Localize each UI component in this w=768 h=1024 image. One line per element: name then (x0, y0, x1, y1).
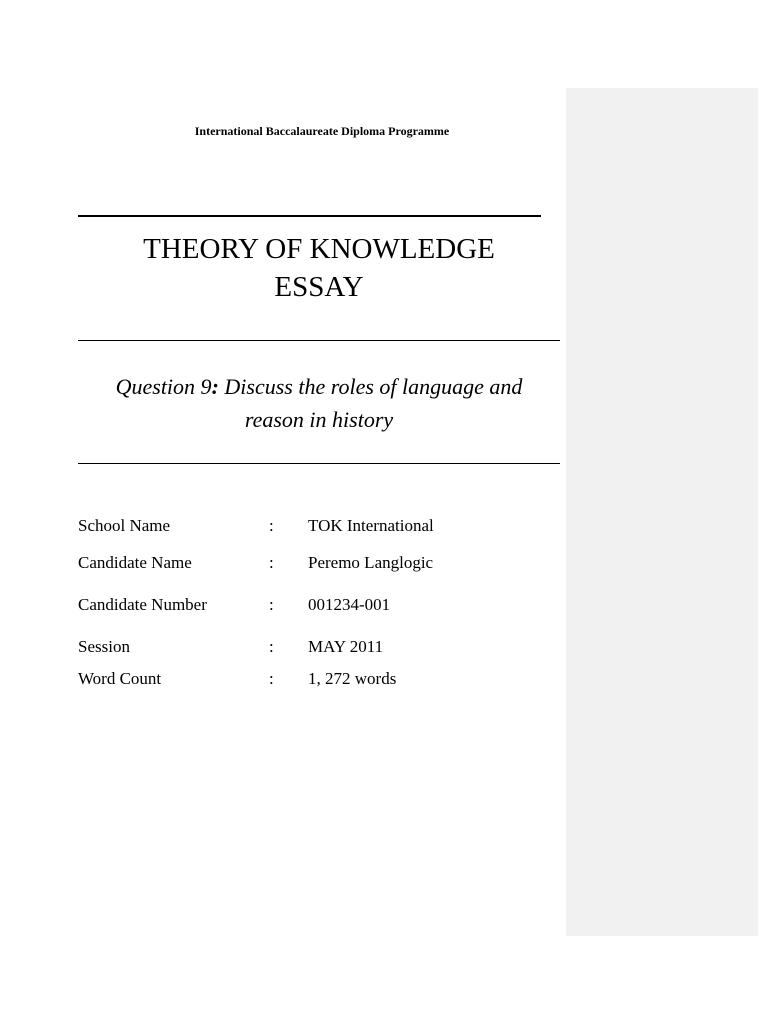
info-separator: : (269, 595, 274, 614)
info-separator: : (269, 637, 274, 656)
title-bottom-rule (78, 340, 560, 341)
info-separator: : (269, 516, 274, 535)
programme-heading: International Baccalaureate Diploma Programme (194, 124, 450, 138)
question-bottom-rule (78, 463, 560, 464)
info-separator: : (269, 669, 274, 688)
info-row-school-name (78, 514, 558, 538)
info-value: MAY 2011 (308, 637, 384, 656)
info-value: 001234-001 (308, 595, 391, 614)
info-separator: : (269, 553, 274, 572)
info-label: Session (78, 637, 130, 656)
info-row-candidate-name (78, 551, 558, 575)
question-text-line-2: reason in history (244, 407, 394, 432)
info-label: Candidate Number (78, 595, 207, 614)
info-label: Word Count (78, 669, 162, 688)
info-row-word-count (78, 667, 558, 691)
question-text-line-1: Discuss the roles of language and (218, 374, 523, 399)
info-row-candidate-number (78, 593, 558, 617)
info-value: TOK International (308, 516, 434, 535)
info-value: 1, 272 words (308, 669, 397, 688)
info-value: Peremo Langlogic (308, 553, 434, 572)
essay-title (78, 230, 560, 306)
title-line-2: ESSAY (274, 271, 364, 303)
comment-margin-pane (566, 88, 758, 936)
essay-question (78, 370, 560, 436)
question-number: Question 9 (115, 374, 212, 399)
info-label: School Name (78, 516, 171, 535)
question-colon: : (211, 374, 219, 399)
info-row-session (78, 635, 558, 659)
info-label: Candidate Name (78, 553, 192, 572)
title-top-rule (78, 215, 541, 217)
title-line-1: THEORY OF KNOWLEDGE (143, 233, 495, 265)
